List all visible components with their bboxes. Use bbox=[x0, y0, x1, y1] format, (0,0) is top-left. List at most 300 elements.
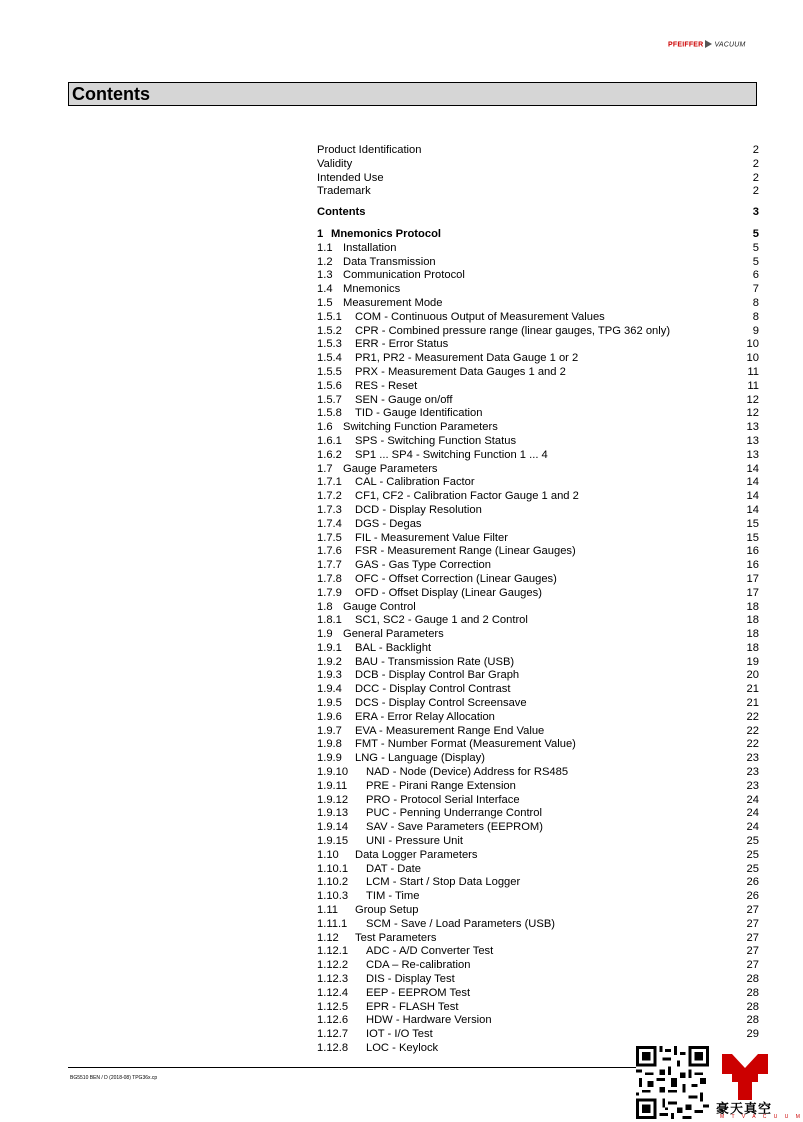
toc-entry[interactable] bbox=[317, 158, 759, 172]
toc-entry-page: 28 bbox=[746, 986, 759, 999]
toc-entry-title: Data Transmission bbox=[343, 255, 436, 268]
toc-entry-code: CAL - bbox=[355, 476, 387, 489]
toc-entry[interactable] bbox=[317, 1014, 759, 1028]
toc-entry-title: Save Parameters (EEPROM) bbox=[397, 821, 543, 834]
toc-entry[interactable] bbox=[317, 959, 759, 973]
toc-entry-page: 10 bbox=[746, 338, 759, 351]
toc-entry-number: 1.6.2 bbox=[317, 448, 342, 461]
toc-entry-number: 1.9.8 bbox=[317, 738, 342, 751]
toc-entry-title: Re-calibration bbox=[401, 959, 471, 972]
toc-entry[interactable] bbox=[317, 366, 759, 380]
toc-entry-code: COM - bbox=[355, 310, 392, 323]
toc-entry-number: 1.5.8 bbox=[317, 407, 342, 420]
toc-entry-number: 1.11.1 bbox=[317, 917, 348, 930]
toc-entry-title: EEPROM Test bbox=[398, 986, 471, 999]
toc-entry-title: Keylock bbox=[398, 1042, 439, 1054]
toc-entry[interactable] bbox=[317, 518, 759, 532]
toc-entry[interactable] bbox=[317, 559, 759, 573]
toc-chapter-entry[interactable] bbox=[317, 228, 759, 242]
toc-entry-code: FSR - bbox=[355, 545, 388, 558]
toc-entry-number: 1.9.11 bbox=[317, 779, 348, 792]
toc-entry-number: 1.11 bbox=[317, 904, 338, 917]
toc-entry-code: RES - bbox=[355, 379, 388, 392]
toc-entry[interactable] bbox=[317, 573, 759, 587]
toc-entry-title: Display Control Contrast bbox=[389, 683, 511, 696]
toc-entry[interactable] bbox=[317, 932, 759, 946]
toc-entry[interactable] bbox=[317, 297, 759, 311]
toc-entry-title: Gas Type Correction bbox=[388, 559, 491, 572]
toc-entry-page: 22 bbox=[746, 724, 759, 737]
toc-entry-page: 21 bbox=[746, 697, 759, 710]
toc-entry-code: ERA - bbox=[355, 710, 388, 723]
toc-entry-number: 1.9.3 bbox=[317, 669, 342, 682]
toc-entry-page: 28 bbox=[746, 1000, 759, 1013]
toc-entry-code: SPS - bbox=[355, 434, 388, 447]
toc-entry-title: Gauge Parameters bbox=[343, 462, 438, 475]
toc-entry[interactable] bbox=[317, 394, 759, 408]
toc-entry-number: 1 bbox=[317, 227, 324, 240]
toc-entry-page: 28 bbox=[746, 973, 759, 986]
toc-entry-number: 1.12.7 bbox=[317, 1028, 349, 1041]
toc-entry-page: 26 bbox=[746, 876, 759, 889]
toc-entry-title: Group Setup bbox=[355, 904, 419, 917]
contents-banner bbox=[68, 82, 757, 106]
toc-entry-number: 1.12.4 bbox=[317, 986, 349, 999]
toc-entry-number: 1.7.7 bbox=[317, 559, 342, 572]
toc-entry[interactable] bbox=[317, 185, 759, 199]
toc-entry-title: I/O Test bbox=[394, 1028, 433, 1041]
toc-entry-page: 5 bbox=[752, 241, 759, 254]
qr-code-icon bbox=[636, 1046, 709, 1119]
toc-entry-title: Test Parameters bbox=[355, 931, 437, 944]
toc-entry[interactable] bbox=[317, 807, 759, 821]
toc-entry[interactable] bbox=[317, 876, 759, 890]
toc-entry-number: 1.10 bbox=[317, 848, 339, 861]
toc-entry[interactable] bbox=[317, 904, 759, 918]
toc-entry-number: 1.12.6 bbox=[317, 1014, 349, 1027]
toc-entry-title: Time bbox=[395, 890, 420, 903]
toc-entry-title: Node (Device) Address for RS485 bbox=[399, 766, 569, 779]
toc-entry-page: 21 bbox=[746, 683, 759, 696]
toc-entry-title: Gauge Control bbox=[343, 600, 416, 613]
toc-entry-page: 29 bbox=[746, 1028, 759, 1041]
toc-entry[interactable] bbox=[317, 380, 759, 394]
toc-entry[interactable] bbox=[317, 532, 759, 546]
toc-entry-title: Error Status bbox=[388, 338, 449, 351]
toc-entry[interactable] bbox=[317, 945, 759, 959]
toc-entry-code: OFD - bbox=[355, 586, 389, 599]
toc-entry-title: Measurement Value Filter bbox=[380, 531, 508, 544]
toc-entry-number: 1.8 bbox=[317, 600, 333, 613]
toc-entry-title: Continuous Output of Measurement Values bbox=[391, 310, 605, 323]
toc-entry-code: ADC - bbox=[366, 945, 399, 958]
toc-entry-number: 1.9.1 bbox=[317, 641, 342, 654]
toc-entry-page: 3 bbox=[752, 206, 759, 219]
toc-entry[interactable] bbox=[317, 504, 759, 518]
toc-entry[interactable] bbox=[317, 545, 759, 559]
toc-entry-number: 1.5.2 bbox=[317, 324, 342, 337]
toc-entry-page: 17 bbox=[746, 572, 759, 585]
company-name-en: M T V A C U U M bbox=[720, 1114, 803, 1120]
toc-entry-page: 2 bbox=[752, 144, 759, 156]
toc-entry[interactable] bbox=[317, 738, 759, 752]
toc-entry[interactable] bbox=[317, 849, 759, 863]
toc-entry-number: 1.8.1 bbox=[317, 614, 342, 627]
toc-entry-page: 16 bbox=[746, 545, 759, 558]
toc-entry-page: 16 bbox=[746, 559, 759, 572]
toc-entry-title: Measurement Mode bbox=[343, 296, 443, 309]
toc-entry-number: 1.2 bbox=[317, 255, 333, 268]
toc-entry-title: Pirani Range Extension bbox=[398, 779, 516, 792]
toc-entry-page: 20 bbox=[746, 669, 759, 682]
toc-entry-page: 22 bbox=[746, 738, 759, 751]
footer-doc-id: BG5510 BEN / D (2018-08) TPG36x.cp bbox=[70, 1075, 158, 1081]
toc-entry-page: 25 bbox=[746, 848, 759, 861]
toc-entry-title: Intended Use bbox=[317, 171, 384, 184]
toc-entry-title: Measurement Data Gauge 1 or 2 bbox=[414, 352, 579, 365]
toc-entry[interactable] bbox=[317, 325, 759, 339]
toc-entry-page: 14 bbox=[746, 476, 759, 489]
toc-entry[interactable] bbox=[317, 669, 759, 683]
toc-entry-page: 24 bbox=[746, 807, 759, 820]
toc-entry-title: Penning Underrange Control bbox=[399, 807, 542, 820]
toc-entry-number: 1.5.7 bbox=[317, 393, 342, 406]
toc-entry-code: LOC - bbox=[366, 1042, 399, 1054]
toc-entry-number: 1.4 bbox=[317, 283, 333, 296]
toc-entry-title: Measurement Range (Linear Gauges) bbox=[387, 545, 576, 558]
toc-entry[interactable] bbox=[317, 352, 759, 366]
toc-entry[interactable] bbox=[317, 463, 759, 477]
toc-entry[interactable] bbox=[317, 711, 759, 725]
toc-entry-code: TID - bbox=[355, 407, 383, 420]
toc-entry-title: Offset Display (Linear Gauges) bbox=[388, 586, 542, 599]
toc-entry-title: Display Control Screensave bbox=[388, 697, 527, 710]
toc-entry-number: 1.9.6 bbox=[317, 710, 342, 723]
toc-entry-page: 24 bbox=[746, 793, 759, 806]
toc-entry-page: 12 bbox=[746, 393, 759, 406]
toc-entry[interactable] bbox=[317, 683, 759, 697]
toc-spacer bbox=[317, 220, 759, 228]
banner-title: Contents bbox=[72, 84, 150, 104]
toc-entry-number: 1.9.9 bbox=[317, 752, 342, 765]
toc-entry-number: 1.7.8 bbox=[317, 572, 342, 585]
toc-entry-code: PUC - bbox=[366, 807, 400, 820]
toc-entry-code: NAD - bbox=[366, 766, 400, 779]
toc-entry-number: 1.9 bbox=[317, 628, 333, 641]
toc-entry-page: 13 bbox=[746, 434, 759, 447]
toc-entry-title: Gauge 1 and 2 Control bbox=[414, 614, 528, 627]
toc-entry-title: Backlight bbox=[385, 641, 432, 654]
company-name-cn: 豪天真空 bbox=[716, 1101, 773, 1116]
toc-entry-number: 1.9.4 bbox=[317, 683, 342, 696]
toc-entry-page: 15 bbox=[746, 531, 759, 544]
toc-entry-title: Display Test bbox=[394, 973, 455, 986]
toc-entry-page: 8 bbox=[752, 310, 759, 323]
toc-entry-number: 1.10.2 bbox=[317, 876, 349, 889]
toc-entry-code: CF1, CF2 - bbox=[355, 490, 414, 503]
toc-entry-page: 18 bbox=[746, 641, 759, 654]
toc-entry-number: 1.7.3 bbox=[317, 503, 342, 516]
toc-entry-page: 27 bbox=[746, 904, 759, 917]
footer-divider bbox=[68, 1067, 636, 1068]
toc-entry[interactable] bbox=[317, 642, 759, 656]
toc-entry-code: DGS - bbox=[355, 517, 390, 530]
toc-entry-title: Calibration Factor bbox=[386, 476, 475, 489]
toc-entry-number: 1.9.14 bbox=[317, 821, 349, 834]
toc-entry[interactable] bbox=[317, 918, 759, 932]
toc-entry-code: BAU - bbox=[355, 655, 388, 668]
table-of-contents bbox=[317, 144, 759, 1056]
toc-entry[interactable] bbox=[317, 144, 759, 158]
toc-entry-number: 1.7 bbox=[317, 462, 333, 475]
toc-entry-title: Trademark bbox=[317, 185, 371, 198]
toc-entry-title: Contents bbox=[317, 206, 366, 219]
toc-entry[interactable] bbox=[317, 587, 759, 601]
toc-entry-code: DAT - bbox=[366, 862, 398, 875]
toc-entry-number: 1.7.6 bbox=[317, 545, 342, 558]
toc-entry-title: Offset Correction (Linear Gauges) bbox=[388, 572, 557, 585]
pfeiffer-logo bbox=[668, 40, 746, 49]
toc-entry-number: 1.12.2 bbox=[317, 959, 349, 972]
toc-entry-page: 26 bbox=[746, 890, 759, 903]
toc-entry-title: Communication Protocol bbox=[343, 269, 465, 282]
toc-entry-number: 1.9.2 bbox=[317, 655, 342, 668]
toc-entry-page: 27 bbox=[746, 917, 759, 930]
toc-entry-number: 1.10.3 bbox=[317, 890, 349, 903]
toc-entry-code: SP1 ... SP4 - bbox=[355, 448, 423, 461]
toc-entry-title: Product Identification bbox=[317, 144, 422, 156]
toc-entry-code: SC1, SC2 - bbox=[355, 614, 415, 627]
toc-entry-title: Validity bbox=[317, 157, 353, 170]
toc-entry-page: 2 bbox=[752, 157, 759, 170]
toc-entry-page: 13 bbox=[746, 421, 759, 434]
toc-entry-number: 1.5.3 bbox=[317, 338, 342, 351]
toc-entry-code: ERR - bbox=[355, 338, 389, 351]
toc-entry[interactable] bbox=[317, 283, 759, 297]
toc-entry-title: General Parameters bbox=[343, 628, 444, 641]
toc-entry[interactable] bbox=[317, 752, 759, 766]
toc-entry-page: 5 bbox=[752, 255, 759, 268]
toc-entry[interactable] bbox=[317, 863, 759, 877]
toc-entry-number: 1.9.10 bbox=[317, 766, 349, 779]
toc-entry-page: 25 bbox=[746, 835, 759, 848]
toc-entry-page: 23 bbox=[746, 766, 759, 779]
toc-entry-page: 13 bbox=[746, 448, 759, 461]
toc-entry-code: CDA – bbox=[366, 959, 402, 972]
toc-entry-title: Measurement Range End Value bbox=[385, 724, 545, 737]
toc-entry-title: Data Logger Parameters bbox=[355, 848, 478, 861]
toc-entry[interactable] bbox=[317, 973, 759, 987]
toc-entry[interactable] bbox=[317, 725, 759, 739]
toc-entry-code: PR1, PR2 - bbox=[355, 352, 415, 365]
toc-entry-code: CPR - bbox=[355, 324, 389, 337]
toc-entry-code: SCM - bbox=[366, 917, 401, 930]
toc-entry-page: 24 bbox=[746, 821, 759, 834]
toc-entry-title: Language (Display) bbox=[387, 752, 485, 765]
toc-entry-page: 23 bbox=[746, 779, 759, 792]
toc-entry-page: 7 bbox=[752, 283, 759, 296]
toc-entry-title: Switching Function Status bbox=[387, 434, 517, 447]
toc-entry-number: 1.7.5 bbox=[317, 531, 342, 544]
toc-entry[interactable] bbox=[317, 256, 759, 270]
toc-entry-title: Number Format (Measurement Value) bbox=[387, 738, 576, 751]
toc-entry-code: DIS - bbox=[366, 973, 395, 986]
toc-entry-number: 1.9.15 bbox=[317, 835, 349, 848]
toc-entry[interactable] bbox=[317, 172, 759, 186]
toc-entry-page: 18 bbox=[746, 628, 759, 641]
toc-entry[interactable] bbox=[317, 628, 759, 642]
toc-entry-code: GAS - bbox=[355, 559, 389, 572]
toc-entry-number: 1.9.12 bbox=[317, 793, 349, 806]
toc-entry-code: DCB - bbox=[355, 669, 389, 682]
toc-entry-title: Protocol Serial Interface bbox=[400, 793, 520, 806]
toc-entry-code: EVA - bbox=[355, 724, 386, 737]
toc-entry-title: Measurement Data Gauges 1 and 2 bbox=[387, 365, 566, 378]
toc-entry-page: 27 bbox=[746, 959, 759, 972]
toc-entry[interactable] bbox=[317, 449, 759, 463]
toc-entry[interactable] bbox=[317, 476, 759, 490]
toc-entry-page: 9 bbox=[752, 324, 759, 337]
toc-entry[interactable] bbox=[317, 780, 759, 794]
toc-entry-page: 17 bbox=[746, 586, 759, 599]
toc-entry[interactable] bbox=[317, 421, 759, 435]
logo-suffix: VACUUM bbox=[714, 41, 746, 49]
toc-entry-code: LCM - bbox=[366, 876, 400, 889]
toc-entry[interactable] bbox=[317, 987, 759, 1001]
toc-entry-number: 1.5 bbox=[317, 296, 333, 309]
toc-entry-code: UNI - bbox=[366, 835, 396, 848]
toc-entry-page: 23 bbox=[746, 752, 759, 765]
toc-entry-page: 19 bbox=[746, 655, 759, 668]
toc-entry-title: Switching Function Parameters bbox=[343, 421, 498, 434]
toc-entry-page: 14 bbox=[746, 490, 759, 503]
toc-entry-title: Mnemonics bbox=[343, 283, 401, 296]
logo-brand: PFEIFFER bbox=[668, 41, 704, 49]
toc-entry[interactable] bbox=[317, 407, 759, 421]
toc-entry[interactable] bbox=[317, 890, 759, 904]
toc-entry[interactable] bbox=[317, 766, 759, 780]
toc-entry-code: HDW - bbox=[366, 1014, 403, 1027]
toc-entry-number: 1.12 bbox=[317, 931, 339, 944]
toc-entry-code: EEP - bbox=[366, 986, 399, 999]
toc-entry-page: 12 bbox=[746, 407, 759, 420]
toc-entry[interactable] bbox=[317, 1028, 759, 1042]
toc-entry[interactable] bbox=[317, 835, 759, 849]
toc-entry-title: Date bbox=[397, 862, 421, 875]
toc-entry-code: DCD - bbox=[355, 503, 390, 516]
toc-entry-title: Hardware Version bbox=[402, 1014, 492, 1027]
toc-entry-code: PRX - bbox=[355, 365, 388, 378]
toc-entry-number: 1.9.13 bbox=[317, 807, 349, 820]
toc-entry-page: 22 bbox=[746, 710, 759, 723]
toc-entry-page: 25 bbox=[746, 862, 759, 875]
toc-entry-title: Transmission Rate (USB) bbox=[387, 655, 515, 668]
toc-entry-page: 5 bbox=[752, 227, 759, 240]
toc-entry-number: 1.9.5 bbox=[317, 697, 342, 710]
toc-entry-page: 27 bbox=[746, 945, 759, 958]
toc-entry[interactable] bbox=[317, 821, 759, 835]
toc-entry-number: 1.6.1 bbox=[317, 434, 342, 447]
toc-entry-number: 1.12.8 bbox=[317, 1042, 349, 1054]
logo-arrow-icon bbox=[705, 40, 712, 48]
toc-entry[interactable] bbox=[317, 614, 759, 628]
toc-entry-number: 1.10.1 bbox=[317, 862, 349, 875]
toc-entry[interactable] bbox=[317, 435, 759, 449]
toc-entry-code: LNG - bbox=[355, 752, 388, 765]
toc-entry-number: 1.7.2 bbox=[317, 490, 342, 503]
toc-entry-number: 1.5.4 bbox=[317, 352, 342, 365]
toc-entry-title: Save / Load Parameters (USB) bbox=[400, 917, 556, 930]
toc-entry[interactable] bbox=[317, 242, 759, 256]
toc-entry-page: 11 bbox=[747, 365, 759, 378]
toc-entry[interactable] bbox=[317, 311, 759, 325]
toc-entry-code: PRE - bbox=[366, 779, 399, 792]
toc-entry-title: Pressure Unit bbox=[395, 835, 463, 848]
toc-spacer bbox=[317, 199, 759, 206]
toc-entry-title: Calibration Factor Gauge 1 and 2 bbox=[413, 490, 579, 503]
toc-entry-title: Mnemonics Protocol bbox=[331, 227, 442, 240]
toc-entry-code: SAV - bbox=[366, 821, 398, 834]
toc-entry-page: 10 bbox=[746, 352, 759, 365]
toc-entry-page: 14 bbox=[746, 462, 759, 475]
toc-entry-page: 2 bbox=[752, 171, 759, 184]
toc-entry-title: Error Relay Allocation bbox=[387, 710, 495, 723]
toc-entry-code: EPR - bbox=[366, 1000, 399, 1013]
toc-entry-code: PRO - bbox=[366, 793, 401, 806]
toc-entry[interactable] bbox=[317, 338, 759, 352]
toc-entry-number: 1.9.7 bbox=[317, 724, 342, 737]
toc-entry-page: 8 bbox=[752, 296, 759, 309]
toc-entry[interactable] bbox=[317, 1001, 759, 1015]
toc-entry[interactable] bbox=[317, 794, 759, 808]
toc-entry-title: Gauge Identification bbox=[382, 407, 483, 420]
toc-entry-code: IOT - bbox=[366, 1028, 395, 1041]
toc-entry-page: 11 bbox=[747, 379, 759, 392]
toc-entry-code: FMT - bbox=[355, 738, 388, 751]
toc-entry[interactable] bbox=[317, 697, 759, 711]
toc-entry-number: 1.12.5 bbox=[317, 1000, 349, 1013]
toc-entry-title: Installation bbox=[343, 241, 397, 254]
toc-entry-number: 1.5.6 bbox=[317, 379, 342, 392]
toc-entry[interactable] bbox=[317, 490, 759, 504]
toc-entry[interactable] bbox=[317, 656, 759, 670]
toc-entry-page: 2 bbox=[752, 185, 759, 198]
toc-entry-title: Switching Function 1 ... 4 bbox=[422, 448, 548, 461]
toc-entry[interactable] bbox=[317, 601, 759, 615]
toc-entry[interactable] bbox=[317, 269, 759, 283]
toc-entry-number: 1.7.4 bbox=[317, 517, 342, 530]
toc-entry-code: TIM - bbox=[366, 890, 396, 903]
toc-entry-title: Start / Stop Data Logger bbox=[399, 876, 521, 889]
toc-entry-title: A/D Converter Test bbox=[398, 945, 494, 958]
toc-entry-number: 1.5.1 bbox=[317, 310, 342, 323]
toc-entry-page: 15 bbox=[746, 517, 759, 530]
toc-entry-page: 6 bbox=[752, 269, 759, 282]
toc-entry-page: 27 bbox=[746, 931, 759, 944]
toc-entry-number: 1.5.5 bbox=[317, 365, 342, 378]
toc-entry-page: 18 bbox=[746, 614, 759, 627]
toc-entry-title: Display Resolution bbox=[389, 503, 482, 516]
toc-entry-number: 1.3 bbox=[317, 269, 333, 282]
toc-entry-title: Display Control Bar Graph bbox=[388, 669, 520, 682]
toc-entry-number: 1.1 bbox=[317, 241, 333, 254]
toc-entry-title: Combined pressure range (linear gauges, TPG 362 only) bbox=[388, 324, 671, 337]
toc-contents-entry[interactable] bbox=[317, 206, 759, 220]
toc-entry-title: Degas bbox=[389, 517, 422, 530]
toc-entry-code: OFC - bbox=[355, 572, 389, 585]
toc-entry-title: FLASH Test bbox=[398, 1000, 459, 1013]
toc-entry-number: 1.6 bbox=[317, 421, 333, 434]
